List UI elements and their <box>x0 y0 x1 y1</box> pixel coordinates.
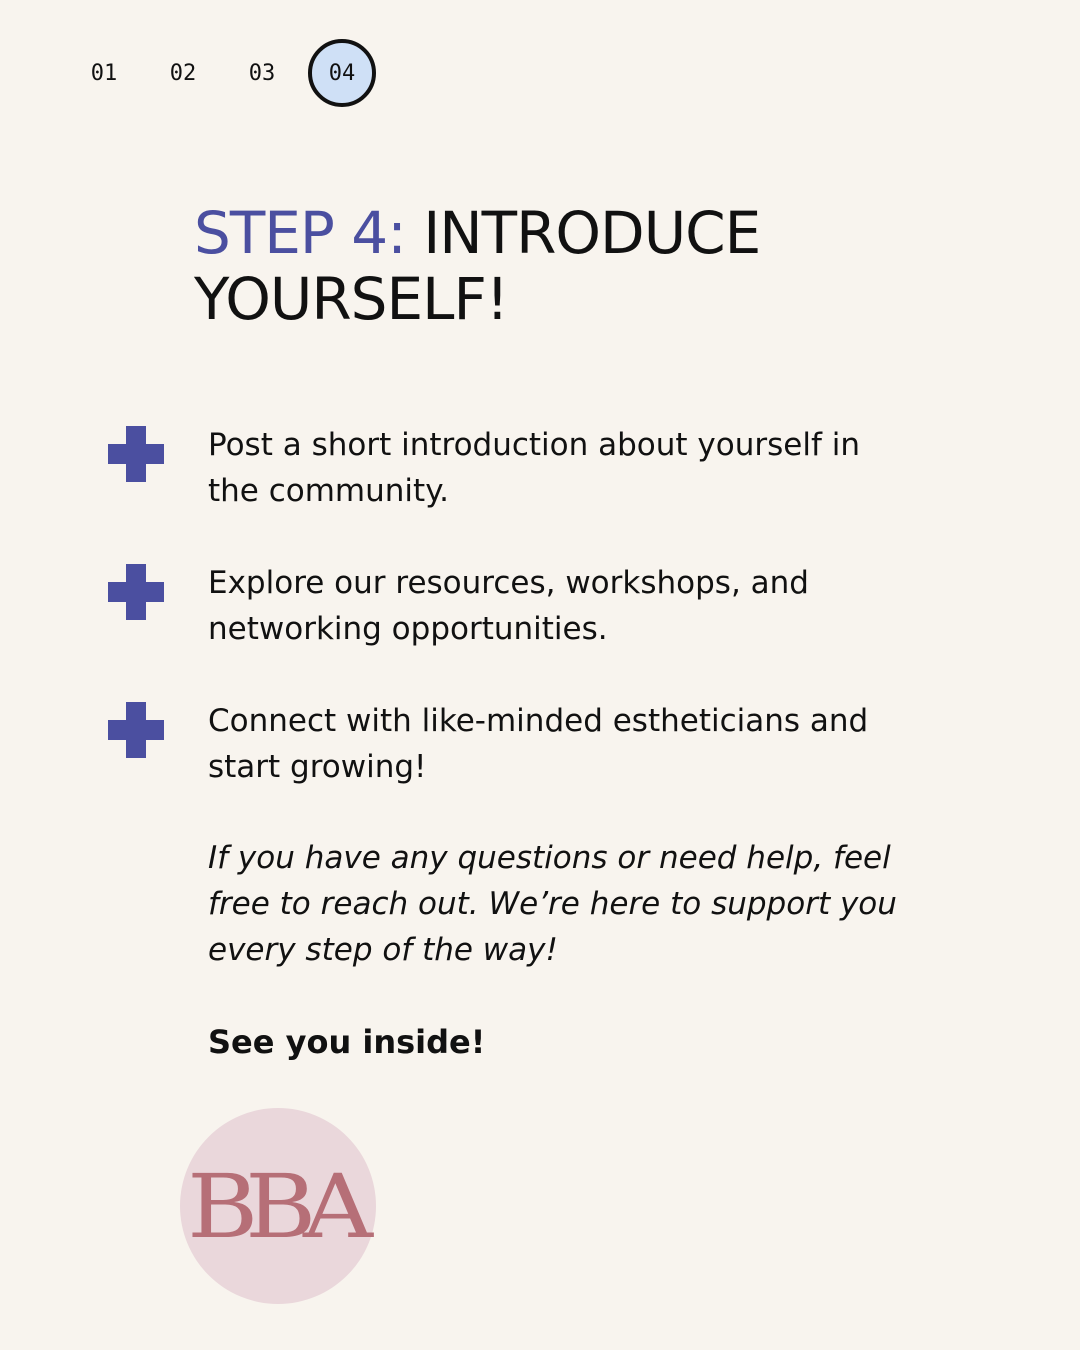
list-item-text: Connect with like-minded estheticians and start growing! <box>208 703 869 785</box>
bullet-list <box>108 422 1008 836</box>
help-note: If you have any questions or need help, feel free to reach out. We’re here to support you every step of the way! <box>208 840 897 968</box>
step-label: STEP 4: <box>194 199 406 267</box>
list-item <box>108 422 1008 560</box>
list-item <box>108 560 1008 698</box>
step-03[interactable]: 03 <box>248 60 276 86</box>
plus-icon <box>108 426 164 482</box>
page-title <box>194 200 1014 332</box>
brand-logo <box>180 1108 376 1304</box>
list-item-text: Explore our resources, workshops, and networking opportunities. <box>208 565 809 647</box>
closing-text: See you inside! <box>208 1023 486 1061</box>
step-04-active[interactable]: 04 <box>308 39 376 107</box>
step-02[interactable]: 02 <box>169 60 197 86</box>
title-text: INTRODUCE YOURSELF! <box>194 199 761 333</box>
plus-icon <box>108 702 164 758</box>
list-item <box>108 698 1008 836</box>
plus-icon <box>108 564 164 620</box>
logo-monogram: BBA <box>186 1154 360 1258</box>
step-01[interactable]: 01 <box>90 60 118 86</box>
list-item-text: Post a short introduction about yourself in the community. <box>208 427 860 509</box>
